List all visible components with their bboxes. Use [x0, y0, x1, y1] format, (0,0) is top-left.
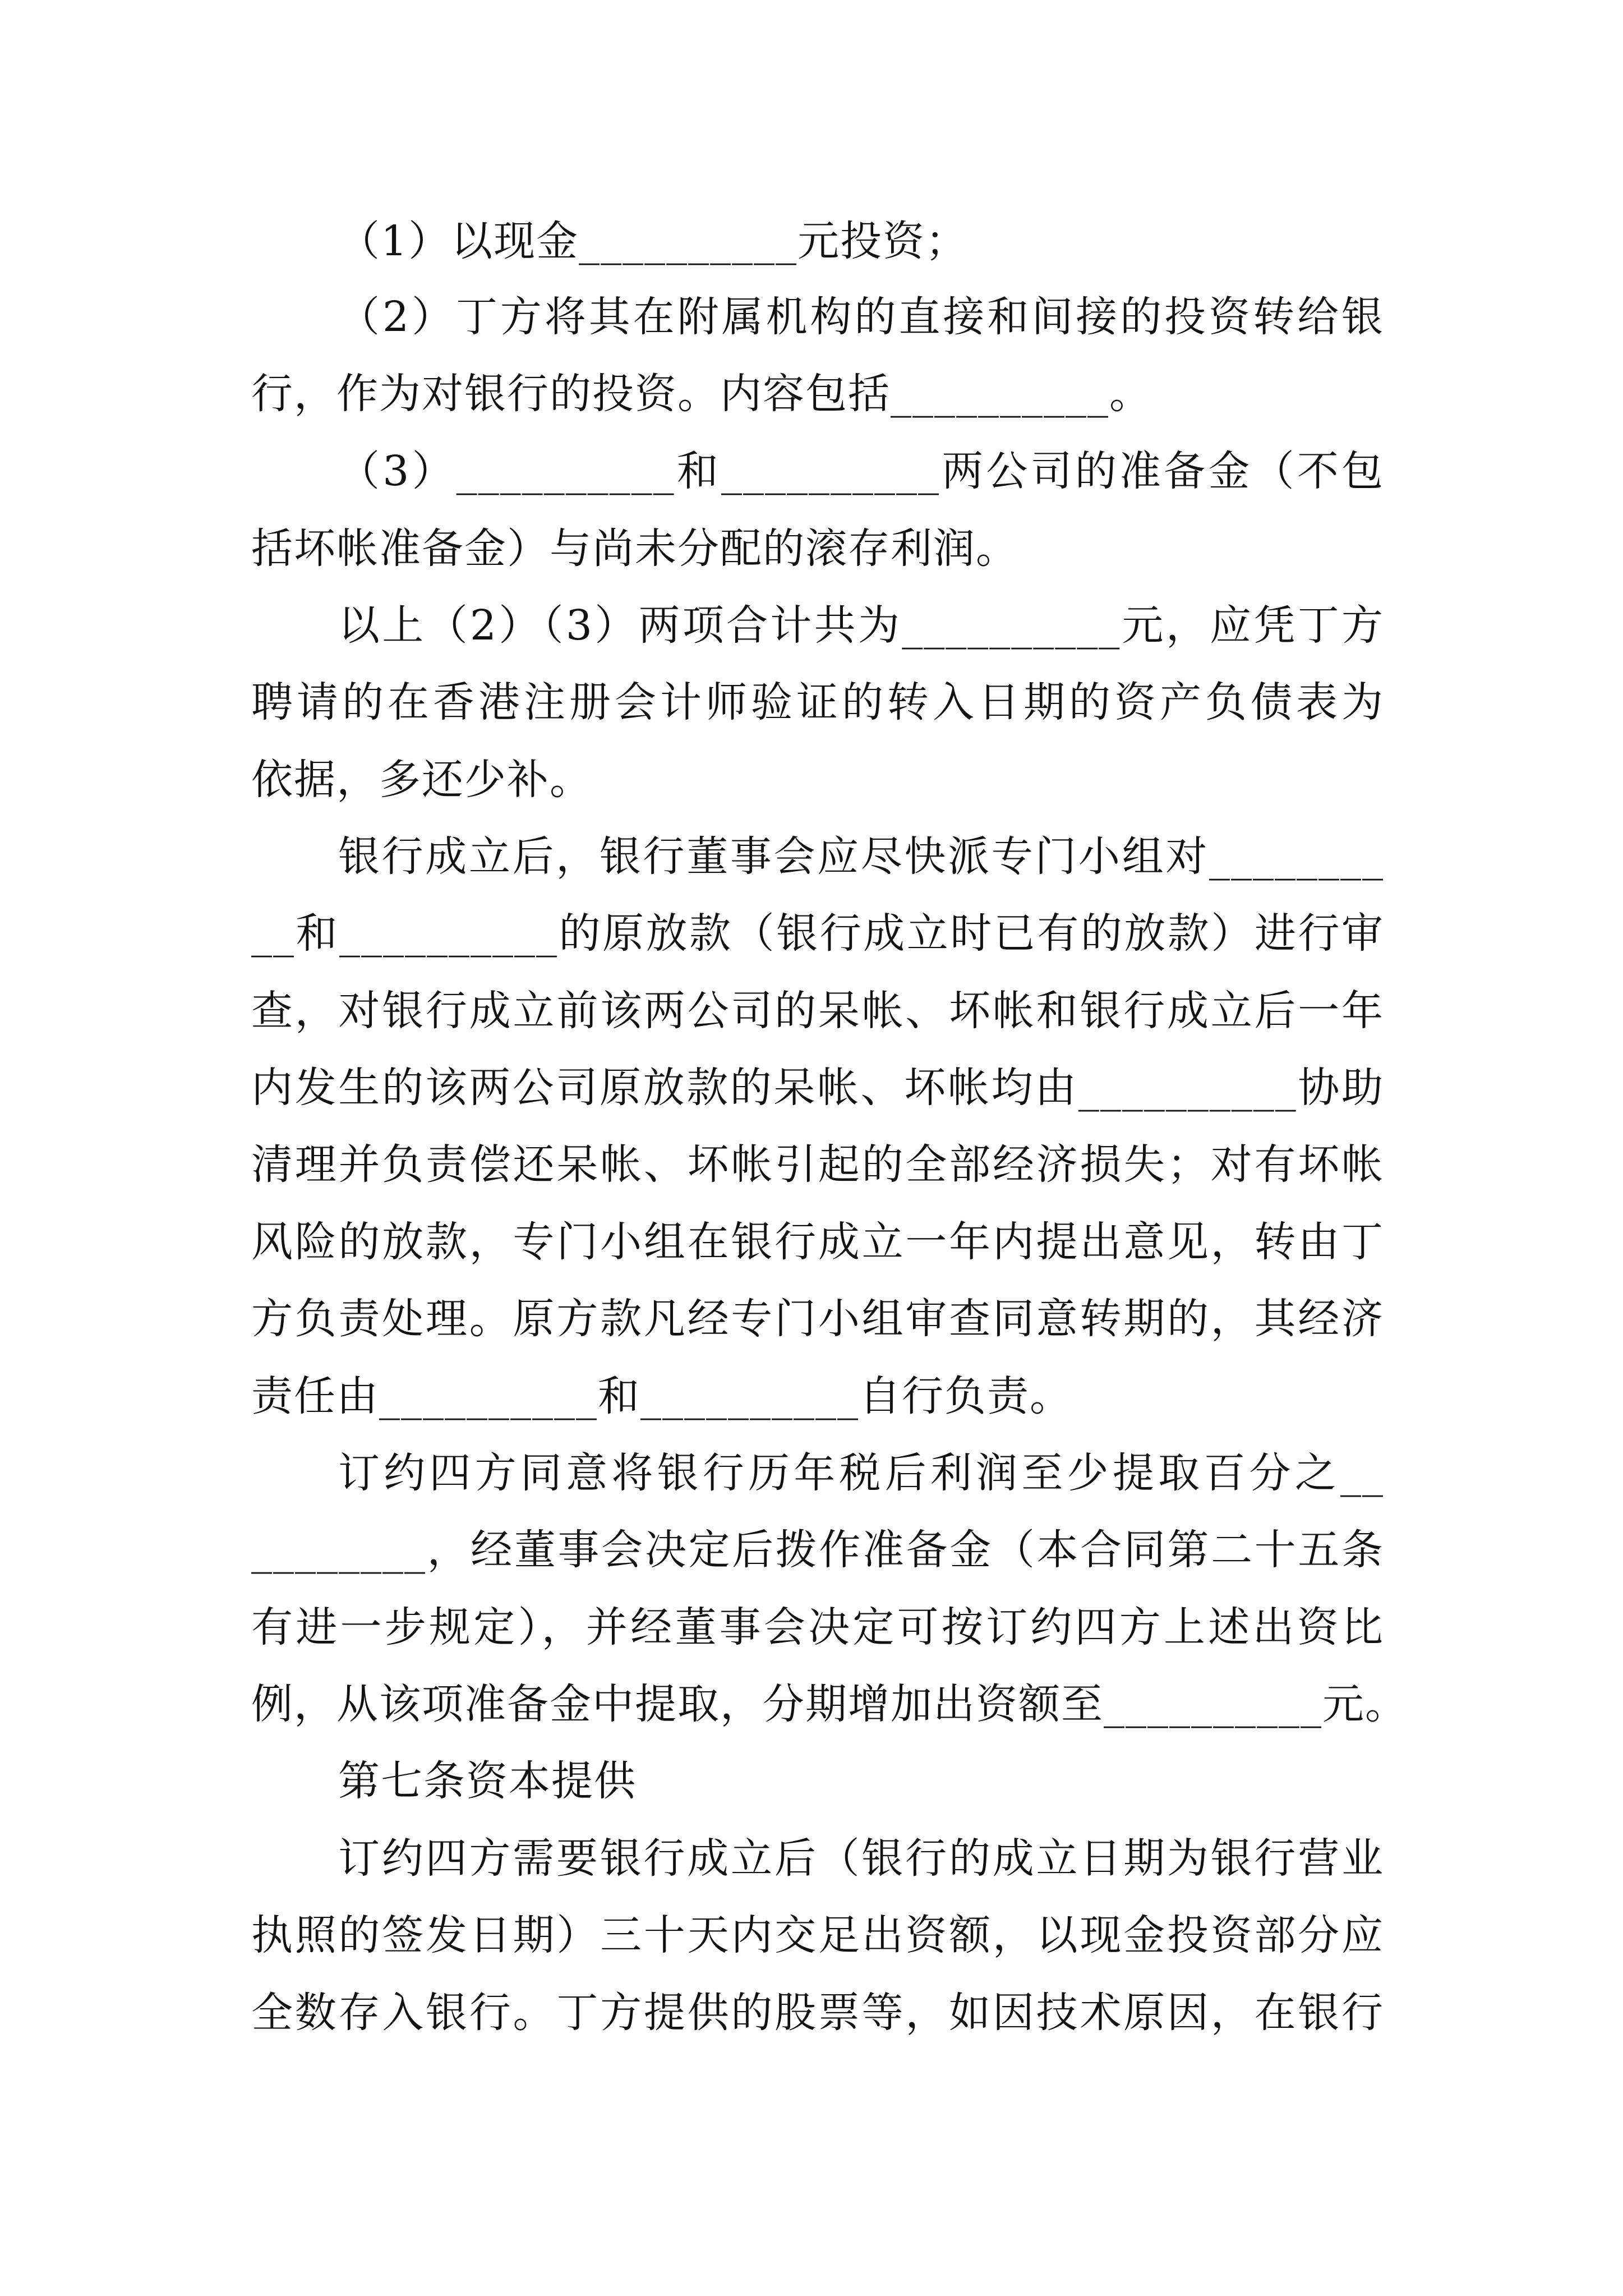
- text-line: 依据，多还少补。: [251, 756, 592, 804]
- text-line: 方负责处理。原方款凡经专门小组审查同意转期的，其经济: [251, 1295, 1384, 1343]
- text-line: 有进一步规定），并经董事会决定可按订约四方上述出资比: [251, 1603, 1384, 1651]
- text-line: 风险的放款，专门小组在银行成立一年内提出意见，转由丁: [251, 1218, 1384, 1266]
- text-line: 行，作为对银行的投资。内容包括__________。: [251, 370, 1152, 418]
- text-line: 清理并负责偿还呆帐、坏帐引起的全部经济损失；对有坏帐: [251, 1140, 1384, 1189]
- text-line: 执照的签发日期）三十天内交足出资额，以现金投资部分应: [251, 1911, 1384, 1959]
- text-line: 查，对银行成立前该两公司的呆帐、坏帐和银行成立后一年: [251, 987, 1384, 1035]
- text-line: （1）以现金__________元投资；: [338, 217, 969, 265]
- text-line: 订约四方同意将银行历年税后利润至少提取百分之__: [338, 1449, 1384, 1497]
- text-line: 内发生的该两公司原放款的呆帐、坏帐均由__________协助: [251, 1064, 1384, 1112]
- text-line: （2）丁方将其在附属机构的直接和间接的投资转给银: [338, 293, 1384, 341]
- text-line: 例，从该项准备金中提取，分期增加出资额至__________元。: [251, 1680, 1408, 1728]
- text-line: 银行成立后，银行董事会应尽快派专门小组对________: [338, 832, 1384, 881]
- text-line: __和__________的原放款（银行成立时已有的放款）进行审: [251, 909, 1384, 958]
- text-line: 责任由__________和__________自行负责。: [251, 1372, 1072, 1420]
- text-line: 聘请的在香港注册会计师验证的转入日期的资产负债表为: [251, 678, 1384, 726]
- text-line: 全数存入银行。丁方提供的股票等，如因技术原因，在银行: [251, 1989, 1384, 2037]
- text-line: （3）__________和__________两公司的准备金（不包: [338, 447, 1384, 495]
- text-line: 以上（2）（3）两项合计共为__________元，应凭丁方: [338, 601, 1384, 650]
- text-line: 括坏帐准备金）与尚未分配的滚存利润。: [251, 524, 1018, 573]
- text-line: 订约四方需要银行成立后（银行的成立日期为银行营业: [338, 1834, 1384, 1883]
- text-line: ________，经董事会决定后拨作准备金（本合同第二十五条: [251, 1526, 1384, 1574]
- section-heading: 第七条资本提供: [338, 1757, 637, 1805]
